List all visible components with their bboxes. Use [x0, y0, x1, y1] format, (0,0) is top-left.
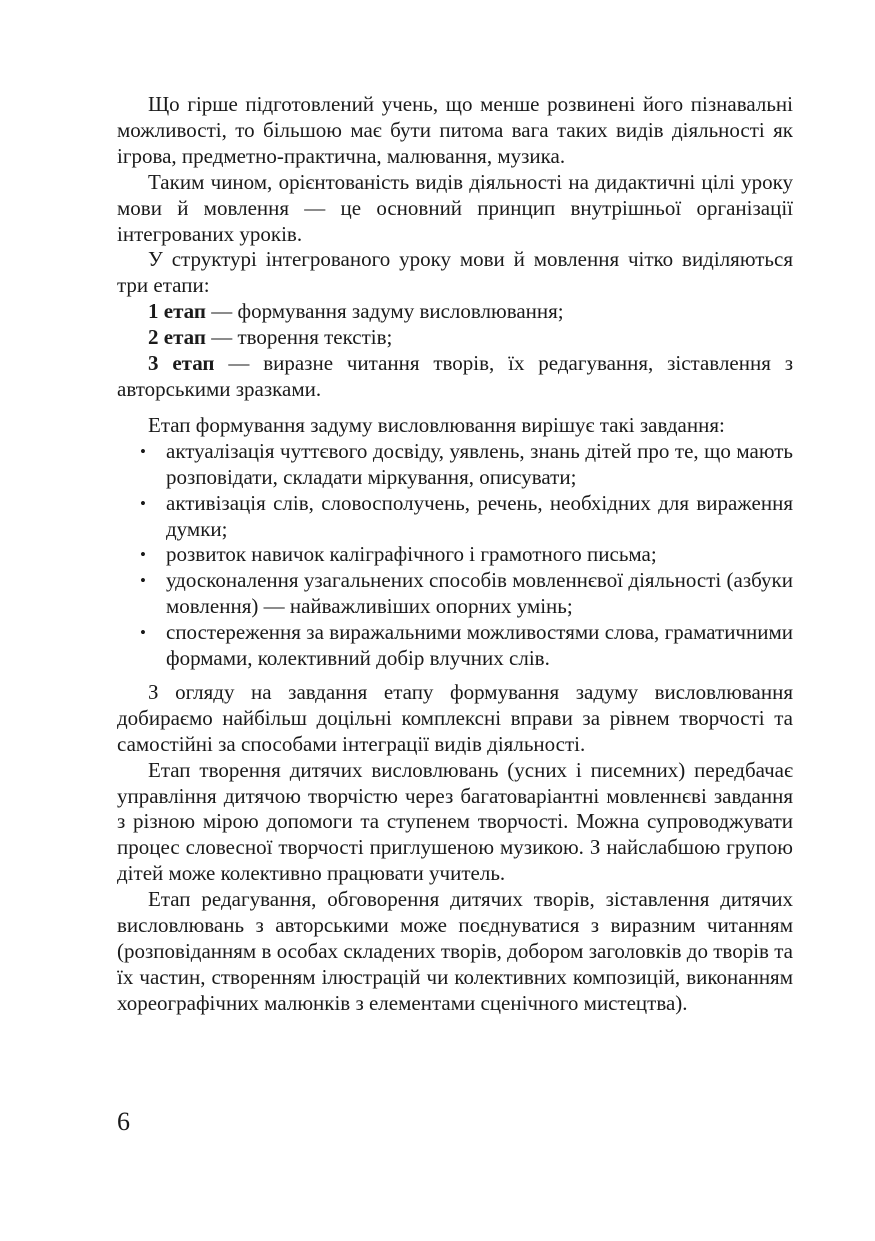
- page-body: [117, 92, 793, 1017]
- page-number: 6: [117, 1107, 130, 1136]
- paragraph-outro-2: Етап творення дитячих висловлювань (усних і писемних) передбачає управління дитячою творчістю через багатоваріантні мовленнєві завдання з різною мірою допомоги та ступенем творчості. Можна супроводжувати процес словесної творчості приглушеною музикою. З найслабшою групою дітей може колективно працювати учитель.: [117, 757, 793, 886]
- tasks-intro: Етап формування задуму висловлювання вирішує такі завдання:: [148, 412, 725, 437]
- list-item: [117, 491, 793, 543]
- paragraph-intro-1: Що гірше підготовлений учень, що менше розвинені його пізнавальні можливості, то більшою має бути питома вага таких видів діяльності як ігрова, предметно-практична, малювання, музика.: [117, 92, 793, 168]
- paragraph-intro-2: Таким чином, орієнтованість видів діяльності на дидактичні цілі уроку мови й мовлення — це основний принцип внутрішньої організації інтегрованих уроків.: [117, 169, 793, 246]
- stage-1-text: — формування задуму висловлювання;: [205, 299, 564, 324]
- list-item: [117, 542, 793, 568]
- tasks-list: [117, 439, 793, 672]
- bullet-icon: •: [140, 623, 146, 643]
- stage-1-label: 1 етап: [148, 299, 206, 324]
- list-item: [117, 568, 793, 620]
- stage-2: [117, 325, 793, 351]
- task-text: активізація слів, словосполучень, речень, необхідних для вираження думки;: [166, 490, 793, 541]
- list-item: [117, 620, 793, 672]
- list-item: [117, 439, 793, 491]
- stage-2-label: 2 етап: [148, 325, 206, 350]
- paragraph-outro-3: Етап редагування, обговорення дитячих творів, зіставлення дитячих висловлювань з авторськими може поєднуватися з виразним читанням (розповіданням в особах складених творів, добором заголовків до творів та їх частин, створенням ілюстрацій чи колективних композицій, виконанням хореографічних малюнків з елементами сценічного мистецтва).: [117, 887, 793, 1015]
- task-text: актуалізація чуттєвого досвіду, уявлень, знань дітей про те, що мають розповідати, складати міркування, описувати;: [166, 438, 793, 489]
- bullet-icon: •: [140, 545, 146, 565]
- task-text: розвиток навичок каліграфічного і грамотного письма;: [166, 542, 657, 567]
- bullet-icon: •: [140, 571, 146, 591]
- bullet-icon: •: [140, 441, 146, 461]
- bullet-icon: •: [140, 493, 146, 513]
- stage-3-label: 3 етап: [148, 351, 215, 376]
- stage-1: [117, 299, 793, 325]
- stage-2-text: — творення текстів;: [205, 325, 393, 350]
- stage-3: [117, 351, 793, 403]
- paragraph-outro-1: З огляду на завдання етапу формування задуму висловлювання добираємо найбільш доцільні комплексні вправи за рівнем творчості та самостійні за способами інтеграції видів діяльності.: [117, 679, 793, 756]
- paragraph-intro-3: У структурі інтегрованого уроку мови й мовлення чітко виділяються три етапи:: [117, 247, 793, 298]
- task-text: спостереження за виражальними можливостями слова, граматичними формами, колективний добір влучних слів.: [166, 620, 793, 671]
- task-text: удосконалення узагальнених способів мовленнєвої діяльності (азбуки мовлення) — найважливіших опорних умінь;: [166, 568, 793, 619]
- stage-3-text: — виразне читання творів, їх редагування, зіставлення з авторськими зразками.: [117, 351, 794, 401]
